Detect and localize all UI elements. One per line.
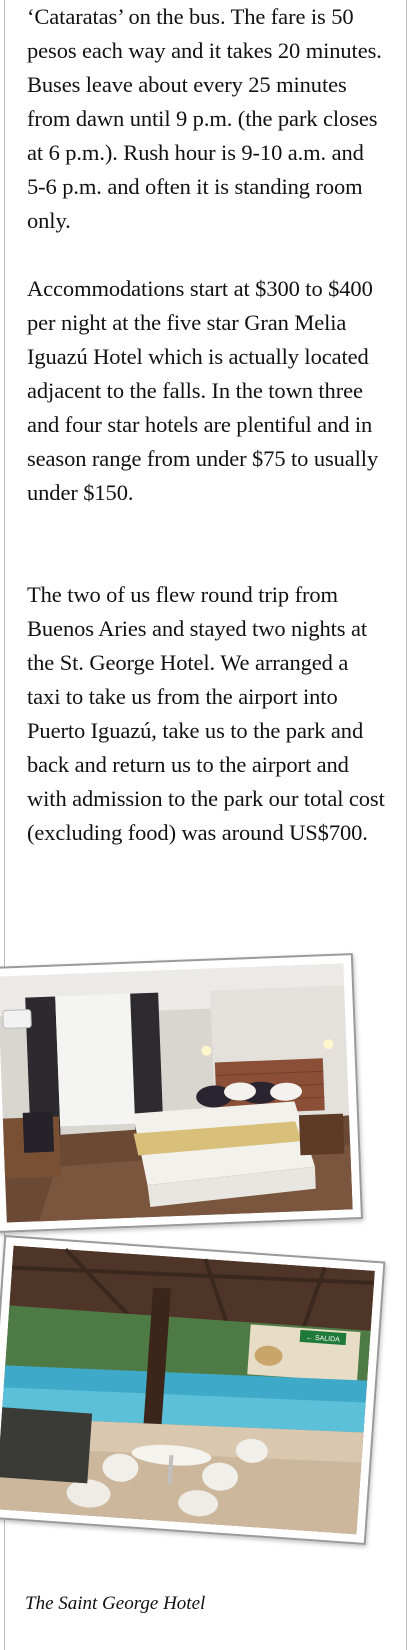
pool-terrace-photo: [0, 1235, 385, 1545]
article-paragraph-trip-cost: The two of us flew round trip from Buenos Aries and stayed two nights at the St. George Hotel. We arranged a taxi to take us from the airport into Puerto Iguazú, take us to the park and back and return us to the airport and with admission to the park our total cost (excluding food) was around US$700.: [27, 582, 385, 845]
pool-terrace-image: [0, 1237, 383, 1543]
article-paragraph-bus: ‘Cataratas’ on the bus. The fare is 50 pesos each way and it takes 20 minutes. Buses leave about every 25 minutes from dawn until 9 p.m. (the park closes at 6 p.m.). Rush hour is 9-10 a.m. and 5-6 p.m. and often it is standing room only.: [27, 4, 382, 233]
hotel-room-photo: [0, 953, 363, 1233]
article-paragraph-accommodations: Accommodations start at $300 to $400 per night at the five star Gran Melia Iguazú Hotel which is actually located adjacent to the falls. In the town three and four star hotels are plentiful and in season range from under $75 to usually under $150.: [27, 276, 379, 505]
right-column-rule: [406, 0, 407, 1650]
hotel-room-image: [0, 955, 361, 1231]
exit-sign-text: ← SALIDA: [305, 1334, 341, 1344]
photo-caption: The Saint George Hotel: [25, 1593, 206, 1614]
